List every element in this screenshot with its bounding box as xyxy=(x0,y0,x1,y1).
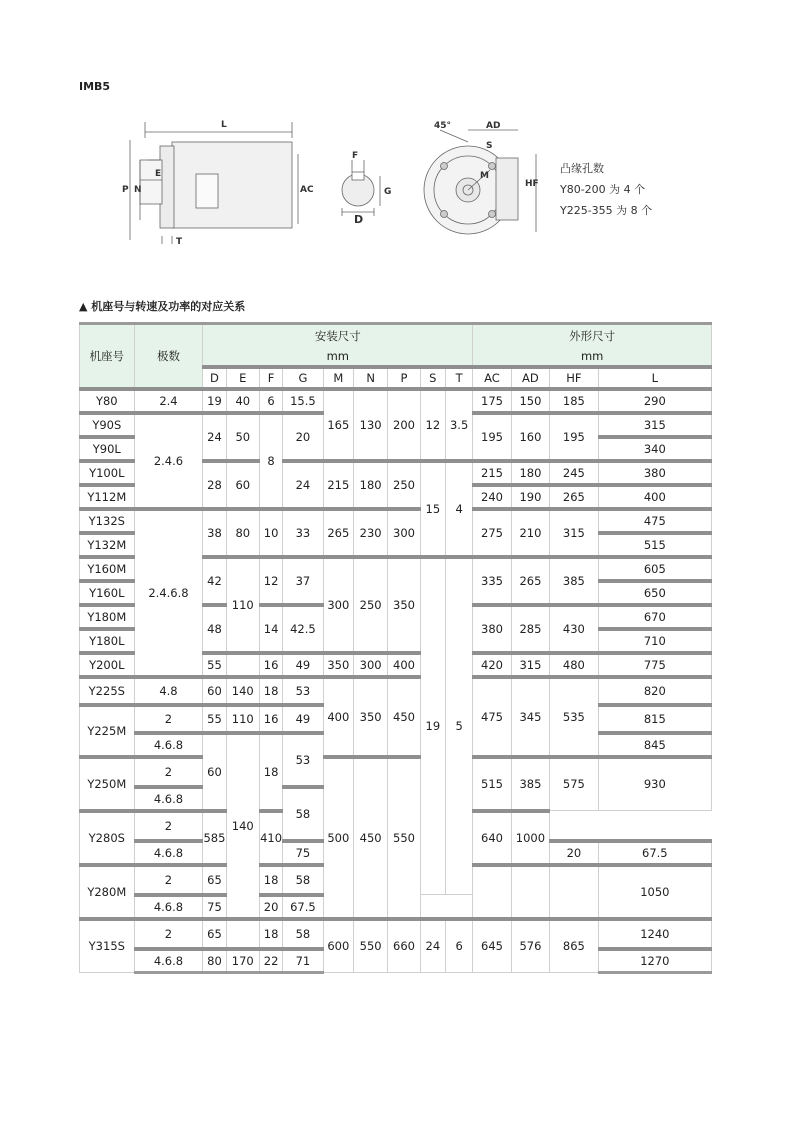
f-cell: 20 xyxy=(550,841,599,865)
hf-cell: 185 xyxy=(550,389,599,413)
hf-cell: 430 xyxy=(550,605,599,653)
t-cell: 6 xyxy=(445,919,472,973)
ad-cell: 180 xyxy=(511,461,549,485)
header-install: 安装尺寸 xyxy=(203,324,473,347)
l-cell: 650 xyxy=(598,581,711,605)
ad-cell: 190 xyxy=(511,485,549,509)
hf-cell: 575 xyxy=(550,757,599,811)
col-header: E xyxy=(226,367,259,389)
n-cell: 250 xyxy=(353,557,387,653)
p-cell: 450 xyxy=(388,677,420,757)
g-cell: 49 xyxy=(283,653,323,677)
ad-cell: 385 xyxy=(511,757,549,811)
l-cell: 315 xyxy=(598,413,711,437)
table-row xyxy=(80,389,712,413)
label-L: L xyxy=(221,120,227,130)
g-cell: 42.5 xyxy=(283,605,323,653)
ac-cell: 645 xyxy=(473,919,511,973)
g-cell: 15.5 xyxy=(283,389,323,413)
f-cell: 16 xyxy=(259,653,282,677)
hf-cell: 245 xyxy=(550,461,599,485)
col-header: G xyxy=(283,367,323,389)
s-cell: 15 xyxy=(420,461,445,557)
label-N: N xyxy=(134,185,142,195)
frame-cell: Y160M xyxy=(80,557,135,581)
ac-cell: 215 xyxy=(473,461,511,485)
e-cell: 80 xyxy=(226,509,259,557)
ad-cell: 265 xyxy=(511,557,549,605)
m-cell: 350 xyxy=(323,653,353,677)
header-frame: 机座号 xyxy=(80,324,135,389)
label-F: F xyxy=(352,151,359,161)
l-cell: 1240 xyxy=(598,919,711,949)
m-cell: 165 xyxy=(323,389,353,461)
hf-cell: 315 xyxy=(550,509,599,557)
ac-cell: 585 xyxy=(203,811,226,865)
f-cell: 18 xyxy=(259,677,282,705)
p-cell: 300 xyxy=(388,509,420,557)
label-S: S xyxy=(486,141,493,151)
p-cell: 250 xyxy=(388,461,420,509)
col-header: F xyxy=(259,367,282,389)
frame-cell: Y200L xyxy=(80,653,135,677)
e-cell: 170 xyxy=(226,949,259,973)
poles-cell: 2 xyxy=(134,865,203,895)
f-cell: 20 xyxy=(259,895,282,919)
d-cell: 42 xyxy=(203,557,226,605)
ac-cell: 175 xyxy=(473,389,511,413)
n-cell: 450 xyxy=(353,757,387,919)
l-cell: 1270 xyxy=(598,949,711,973)
ad-cell xyxy=(511,865,549,919)
n-cell: 300 xyxy=(353,653,387,677)
f-cell: 8 xyxy=(259,413,282,509)
ad-cell: 150 xyxy=(511,389,549,413)
f-cell: 10 xyxy=(259,509,282,557)
f-cell: 18 xyxy=(259,919,282,949)
f-cell: 12 xyxy=(259,557,282,605)
l-cell: 290 xyxy=(598,389,711,413)
poles-cell: 2 xyxy=(134,811,203,841)
f-cell: 14 xyxy=(259,605,282,653)
shaft-section-drawing xyxy=(342,160,380,216)
col-header: AC xyxy=(473,367,511,389)
ac-cell: 275 xyxy=(473,509,511,557)
l-cell: 515 xyxy=(598,533,711,557)
d-cell: 55 xyxy=(203,653,226,677)
g-cell: 58 xyxy=(283,919,323,949)
n-cell: 230 xyxy=(353,509,387,557)
frame-cell: Y80 xyxy=(80,389,135,413)
table-row xyxy=(80,757,712,787)
ad-cell: 410 xyxy=(259,811,282,865)
ad-cell: 345 xyxy=(511,677,549,757)
l-cell: 340 xyxy=(598,437,711,461)
header-outline-unit: mm xyxy=(473,347,712,367)
col-header: N xyxy=(353,367,387,389)
flange-hole-note xyxy=(560,158,652,221)
e-cell: 110 xyxy=(226,705,259,733)
col-header: S xyxy=(420,367,445,389)
frame-cell: Y132S xyxy=(80,509,135,533)
frame-cell: Y280M xyxy=(80,865,135,919)
p-cell: 400 xyxy=(388,653,420,677)
g-cell: 53 xyxy=(283,733,323,787)
f-cell: 16 xyxy=(259,705,282,733)
l-cell: 845 xyxy=(598,733,711,757)
g-cell: 49 xyxy=(283,705,323,733)
header-install-unit: mm xyxy=(203,347,473,367)
e-cell xyxy=(226,653,259,677)
ad-cell: 160 xyxy=(511,413,549,461)
poles-cell: 4.6.8 xyxy=(134,841,203,865)
hf-cell: 385 xyxy=(550,557,599,605)
frame-cell: Y250M xyxy=(80,757,135,811)
ac-cell xyxy=(473,865,511,919)
poles-cell: 4.6.8 xyxy=(134,895,203,919)
d-cell: 60 xyxy=(203,733,226,811)
f-cell: 18 xyxy=(259,733,282,811)
section-title: ▲ 机座号与转速及功率的对应关系 xyxy=(79,300,246,313)
table-row xyxy=(80,677,712,705)
dimension-table xyxy=(79,322,712,974)
l-cell: 670 xyxy=(598,605,711,629)
label-AD: AD xyxy=(486,121,501,131)
frame-cell: Y90S xyxy=(80,413,135,437)
e-cell xyxy=(226,919,259,949)
poles-cell: 4.6.8 xyxy=(134,733,203,757)
n-cell: 350 xyxy=(353,677,387,757)
d-cell: 38 xyxy=(203,509,226,557)
e-cell: 40 xyxy=(226,389,259,413)
l-cell: 475 xyxy=(598,509,711,533)
p-cell: 200 xyxy=(388,389,420,461)
hf-cell: 640 xyxy=(473,811,511,865)
n-cell: 180 xyxy=(353,461,387,509)
col-header: L xyxy=(598,367,711,389)
frame-cell: Y112M xyxy=(80,485,135,509)
label-angle: 45° xyxy=(434,121,452,131)
note-line-1: Y80-200 为 4 个 xyxy=(560,183,646,196)
col-header: AD xyxy=(511,367,549,389)
label-T: T xyxy=(176,237,183,247)
ac-cell: 335 xyxy=(473,557,511,605)
ac-cell: 240 xyxy=(473,485,511,509)
d-cell: 75 xyxy=(283,841,323,865)
n-cell: 550 xyxy=(353,919,387,973)
d-cell: 75 xyxy=(203,895,226,919)
m-cell: 500 xyxy=(323,757,353,919)
hf-cell: 865 xyxy=(550,919,599,973)
t-cell: 4 xyxy=(445,461,472,557)
hf-cell xyxy=(550,865,599,919)
d-cell: 80 xyxy=(203,949,226,973)
ad-cell: 210 xyxy=(511,509,549,557)
m-cell: 600 xyxy=(323,919,353,973)
m-cell: 265 xyxy=(323,509,353,557)
label-P: P xyxy=(122,185,129,195)
col-header: M xyxy=(323,367,353,389)
label-D: D xyxy=(354,213,364,226)
frame-cell: Y100L xyxy=(80,461,135,485)
l-cell: 400 xyxy=(598,485,711,509)
hf-cell: 480 xyxy=(550,653,599,677)
hf-cell: 195 xyxy=(550,413,599,461)
g-cell: 20 xyxy=(283,413,323,461)
g-cell: 24 xyxy=(283,461,323,509)
poles-cell: 2 xyxy=(134,705,203,733)
col-header: HF xyxy=(550,367,599,389)
d-cell: 60 xyxy=(203,677,226,705)
l-cell: 380 xyxy=(598,461,711,485)
ad-cell: 285 xyxy=(511,605,549,653)
p-cell: 350 xyxy=(388,557,420,653)
f-cell: 6 xyxy=(259,389,282,413)
ad-cell: 576 xyxy=(511,919,549,973)
col-header: T xyxy=(445,367,472,389)
front-view-drawing xyxy=(424,130,536,234)
t-cell: 3.5 xyxy=(445,389,472,461)
document-title: IMB5 xyxy=(79,80,111,93)
m-cell: 215 xyxy=(323,461,353,509)
g-cell: 67.5 xyxy=(598,841,711,865)
poles-cell: 2.4.6 xyxy=(134,413,203,509)
d-cell: 28 xyxy=(203,461,226,509)
label-G: G xyxy=(384,187,392,197)
e-cell: 50 xyxy=(226,413,259,461)
t-cell: 5 xyxy=(445,557,472,895)
frame-cell: Y180M xyxy=(80,605,135,629)
poles-cell: 2 xyxy=(134,757,203,787)
n-cell: 130 xyxy=(353,389,387,461)
frame-cell: Y315S xyxy=(80,919,135,973)
p-cell: 550 xyxy=(388,757,420,919)
label-E: E xyxy=(155,169,162,179)
ac-cell: 420 xyxy=(473,653,511,677)
label-M: M xyxy=(480,171,489,181)
side-view-drawing xyxy=(130,122,298,244)
header-poles: 极数 xyxy=(134,324,203,389)
col-header: D xyxy=(203,367,226,389)
s-cell: 19 xyxy=(420,557,445,895)
e-cell: 140 xyxy=(226,677,259,705)
frame-cell: Y132M xyxy=(80,533,135,557)
d-cell: 24 xyxy=(203,413,226,461)
g-cell: 53 xyxy=(283,677,323,705)
ac-cell: 515 xyxy=(473,757,511,811)
l-cell: 1050 xyxy=(598,865,711,919)
frame-cell: Y280S xyxy=(80,811,135,865)
motor-dimension-drawings xyxy=(100,112,550,254)
l-cell: 710 xyxy=(598,629,711,653)
frame-cell: Y225S xyxy=(80,677,135,705)
g-cell: 37 xyxy=(283,557,323,605)
d-cell: 55 xyxy=(203,705,226,733)
header-row-1 xyxy=(80,324,712,347)
table-row xyxy=(80,919,712,949)
m-cell: 400 xyxy=(323,677,353,757)
header-outline: 外形尺寸 xyxy=(473,324,712,347)
hf-cell: 265 xyxy=(550,485,599,509)
col-header: P xyxy=(388,367,420,389)
e-cell: 140 xyxy=(226,733,259,919)
ac-cell: 475 xyxy=(473,677,511,757)
note-line-2: Y225-355 为 8 个 xyxy=(560,204,653,217)
f-cell: 22 xyxy=(259,949,282,973)
ac-cell: 380 xyxy=(473,605,511,653)
poles-cell: 2.4 xyxy=(134,389,203,413)
frame-cell: Y225M xyxy=(80,705,135,757)
label-HF: HF xyxy=(525,179,539,189)
l-cell: 815 xyxy=(598,705,711,733)
g-cell: 71 xyxy=(283,949,323,973)
poles-cell: 2.4.6.8 xyxy=(134,509,203,677)
g-cell: 67.5 xyxy=(283,895,323,919)
l-cell: 820 xyxy=(598,677,711,705)
p-cell: 660 xyxy=(388,919,420,973)
poles-cell: 4.6.8 xyxy=(134,787,203,811)
table-row xyxy=(80,509,712,533)
frame-cell: Y180L xyxy=(80,629,135,653)
g-cell: 58 xyxy=(283,865,323,895)
l-cell: 1000 xyxy=(511,811,549,865)
l-cell: 605 xyxy=(598,557,711,581)
d-cell: 19 xyxy=(203,389,226,413)
m-cell: 300 xyxy=(323,557,353,653)
g-cell: 58 xyxy=(283,787,323,841)
frame-cell: Y90L xyxy=(80,437,135,461)
g-cell: 33 xyxy=(283,509,323,557)
label-AC: AC xyxy=(300,185,314,195)
frame-cell: Y160L xyxy=(80,581,135,605)
s-cell: 12 xyxy=(420,389,445,461)
ad-cell: 315 xyxy=(511,653,549,677)
e-cell: 60 xyxy=(226,461,259,509)
s-cell: 24 xyxy=(420,919,445,973)
l-cell: 775 xyxy=(598,653,711,677)
poles-cell: 4.6.8 xyxy=(134,949,203,973)
d-cell: 65 xyxy=(203,865,226,895)
note-title: 凸缘孔数 xyxy=(560,162,604,175)
hf-cell: 535 xyxy=(550,677,599,757)
d-cell: 48 xyxy=(203,605,226,653)
poles-cell: 2 xyxy=(134,919,203,949)
ac-cell: 195 xyxy=(473,413,511,461)
f-cell: 18 xyxy=(259,865,282,895)
e-cell: 110 xyxy=(226,557,259,653)
l-cell: 930 xyxy=(598,757,711,811)
d-cell: 65 xyxy=(203,919,226,949)
poles-cell: 4.8 xyxy=(134,677,203,705)
